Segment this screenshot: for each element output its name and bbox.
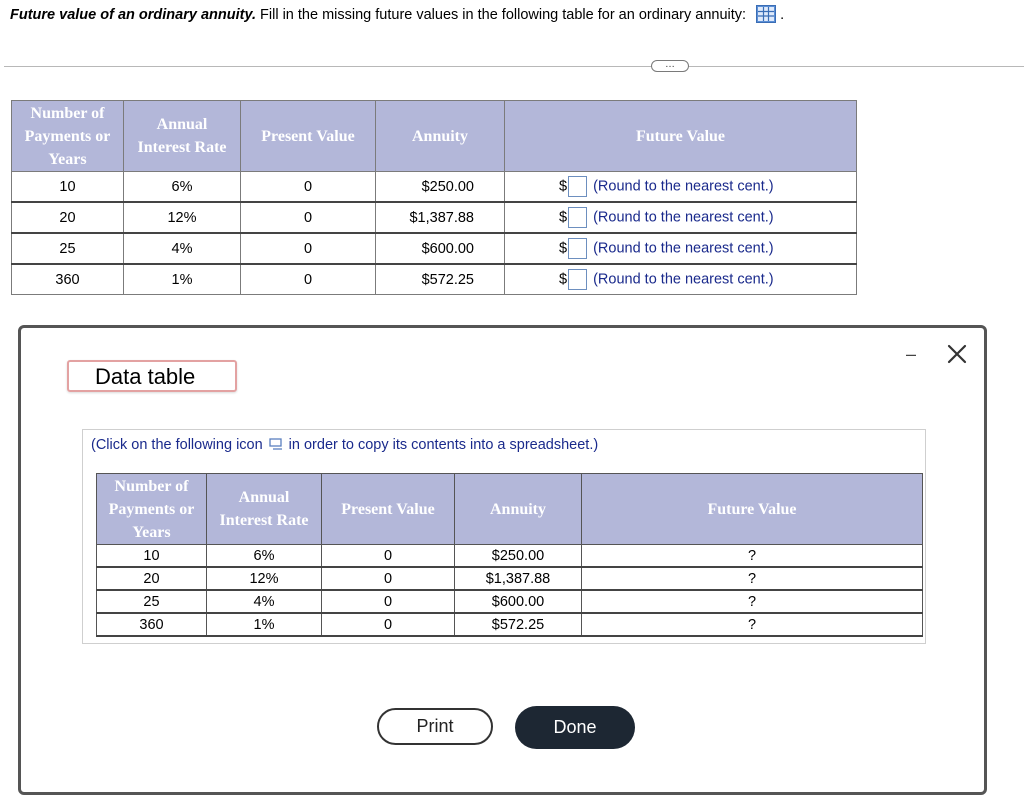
header-future-value: Future Value [505,101,857,172]
cell-fv: ? [582,567,923,590]
future-value-input[interactable] [568,269,587,290]
divider [4,66,1024,67]
header-interest-rate: Annual Interest Rate [124,101,241,172]
copy-spreadsheet-icon[interactable] [269,438,283,450]
cell-n: 360 [97,613,207,636]
cell-annuity: $250.00 [376,172,505,203]
round-hint: (Round to the nearest cent.) [593,178,774,195]
currency-symbol: $ [559,178,568,195]
copy-note: (Click on the following icon in order to copy its contents into a spreadsheet.) [91,437,599,453]
cell-n: 10 [97,545,207,568]
currency-symbol: $ [559,240,568,257]
header-present-value: Present Value [322,474,455,545]
table-row [12,233,857,264]
data-table-panel [82,429,926,644]
cell-pv: 0 [322,545,455,568]
minimize-button[interactable]: – [905,344,916,364]
cell-annuity: $572.25 [376,264,505,295]
cell-annuity: $600.00 [376,233,505,264]
table-row [12,202,857,233]
cell-pv: 0 [241,202,376,233]
cell-annuity: $1,387.88 [455,567,582,590]
cell-n: 25 [97,590,207,613]
round-hint: (Round to the nearest cent.) [593,271,774,288]
header-annuity: Annuity [455,474,582,545]
table-row [97,590,923,613]
question-title: Future value of an ordinary annuity. [10,6,256,23]
cell-annuity: $572.25 [455,613,582,636]
cell-rate: 6% [207,545,322,568]
round-hint: (Round to the nearest cent.) [593,209,774,226]
header-future-value: Future Value [582,474,923,545]
cell-pv: 0 [241,233,376,264]
close-button[interactable] [946,343,968,365]
cell-rate: 12% [207,567,322,590]
table-row [12,264,857,295]
currency-symbol: $ [559,209,568,226]
cell-n: 10 [12,172,124,203]
header-annuity: Annuity [376,101,505,172]
cell-annuity: $250.00 [455,545,582,568]
dialog-title: Data table [67,360,237,392]
cell-pv: 0 [241,172,376,203]
table-row [97,567,923,590]
cell-pv: 0 [322,590,455,613]
cell-fv [505,202,857,233]
cell-n: 360 [12,264,124,295]
table-row [97,545,923,568]
cell-fv: ? [582,590,923,613]
cell-rate: 4% [124,233,241,264]
cell-rate: 12% [124,202,241,233]
spreadsheet-grid-icon[interactable] [756,5,776,23]
data-table-dialog [18,325,987,795]
future-value-input[interactable] [568,176,587,197]
cell-annuity: $600.00 [455,590,582,613]
data-table [96,473,923,637]
cell-fv [505,233,857,264]
cell-n: 20 [97,567,207,590]
round-hint: (Round to the nearest cent.) [593,240,774,257]
cell-pv: 0 [322,613,455,636]
cell-rate: 4% [207,590,322,613]
cell-rate: 1% [207,613,322,636]
print-button[interactable]: Print [377,708,493,745]
cell-rate: 6% [124,172,241,203]
question-text [10,6,784,24]
cell-rate: 1% [124,264,241,295]
cell-fv: ? [582,613,923,636]
main-table [11,100,857,295]
question-body: Fill in the missing future values in the following table for an ordinary annuity: [260,6,747,23]
header-present-value: Present Value [241,101,376,172]
cell-annuity: $1,387.88 [376,202,505,233]
question-period: . [780,6,785,23]
currency-symbol: $ [559,271,568,288]
cell-pv: 0 [241,264,376,295]
header-number-of-payments: Number of Payments or Years [12,101,124,172]
close-icon [946,343,968,365]
table-row [97,613,923,636]
cell-pv: 0 [322,567,455,590]
cell-fv: ? [582,545,923,568]
header-number-of-payments: Number of Payments or Years [97,474,207,545]
done-button[interactable]: Done [515,706,635,749]
future-value-input[interactable] [568,238,587,259]
future-value-input[interactable] [568,207,587,228]
header-interest-rate: Annual Interest Rate [207,474,322,545]
cell-n: 20 [12,202,124,233]
more-button[interactable]: … [651,60,689,72]
table-row [12,172,857,203]
cell-fv [505,264,857,295]
cell-fv [505,172,857,203]
cell-n: 25 [12,233,124,264]
